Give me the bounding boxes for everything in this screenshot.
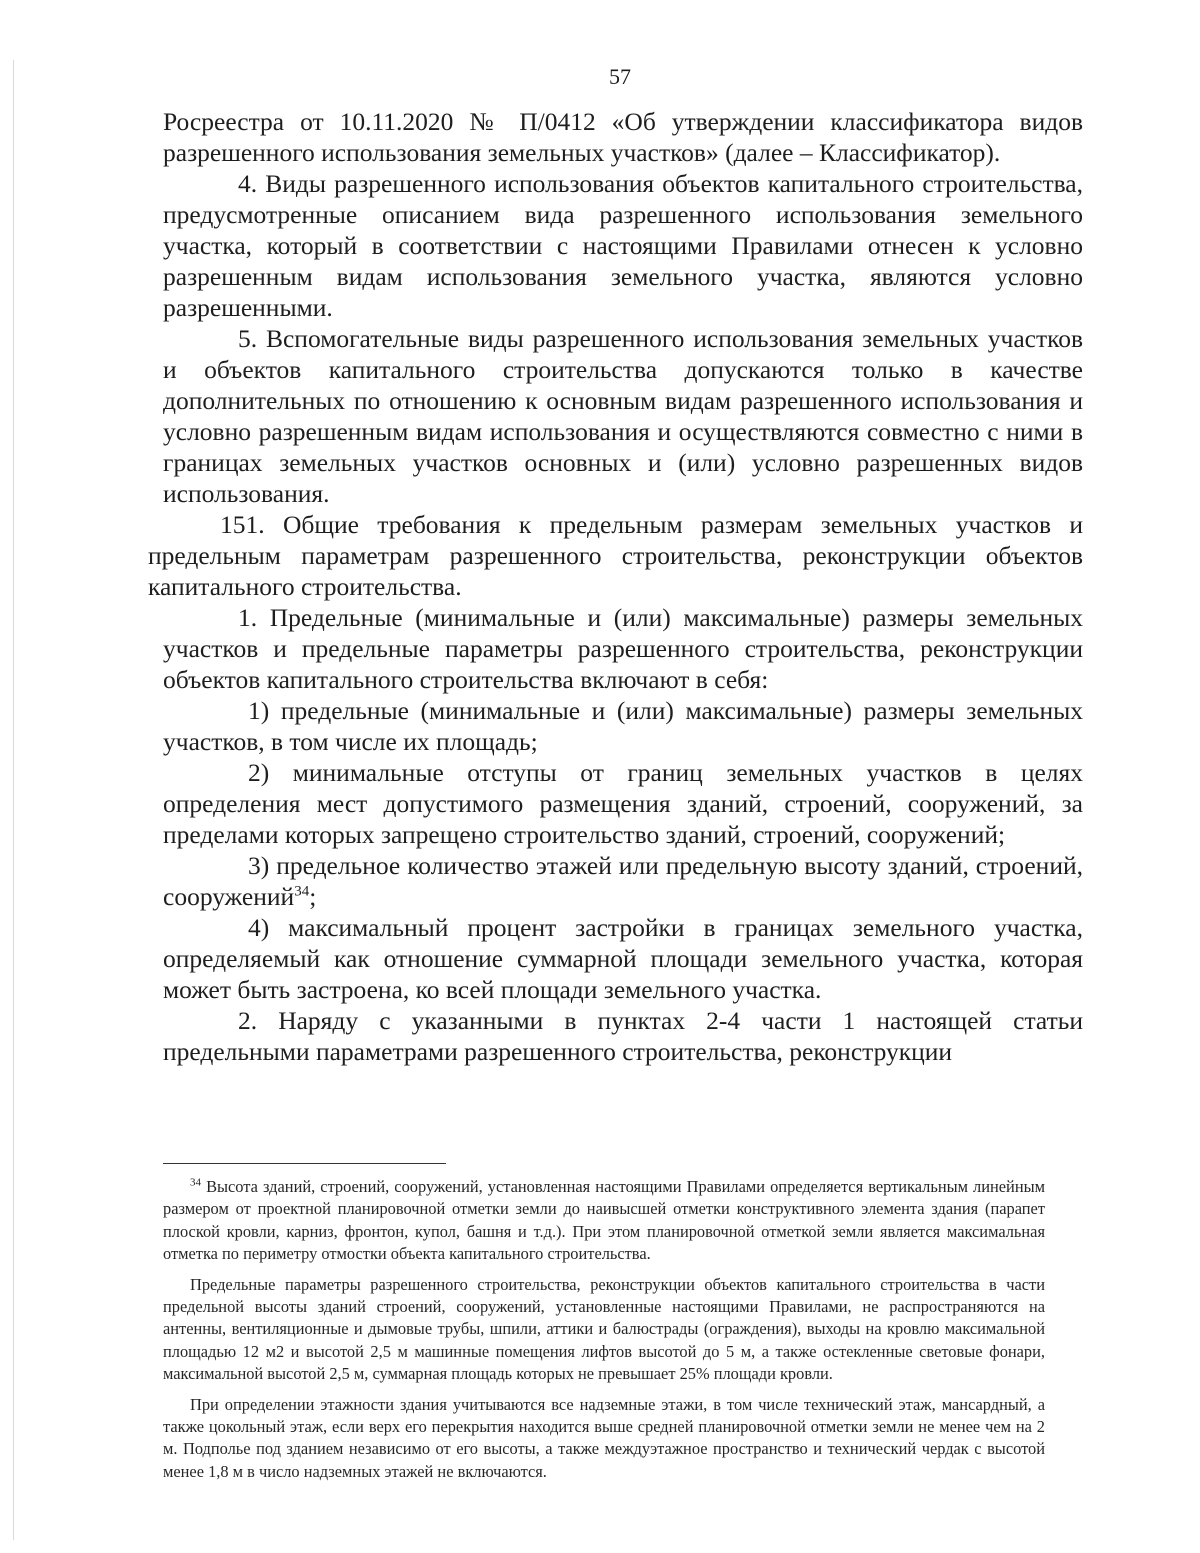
footnote-34-text: Высота зданий, строений, сооружений, установленная настоящими Правилами определяется вертикальным линейным размером от проектной планировочной отметки земли до наивысшей отметки конструктивного элемента здания (парапет плоской кровли, карниз, фронтон, купол, башня и т.д.). При этом планировочной отметкой земли является максимальная отметка по периметру отмостки объекта капитального строительства. [163,1177,1045,1264]
list-item-1: 1) предельные (минимальные и (или) максимальные) размеры земельных участков, в том числе их площадь; [163,696,1083,756]
footnote-marker: 34 [190,1176,201,1189]
list-item-3-text: 3) предельное количество этажей или предельную высоту зданий, строений, сооружений [163,851,1083,911]
page-number: 57 [609,64,631,89]
footnote-paragraph-height-limits: Предельные параметры разрешенного строительства, реконструкции объектов капитального строительства в части предельной высоты зданий строений, сооружений, установленные настоящими Правилами, не распространяются на антенны, вентиляционные и дымовые трубы, шпили, аттики и балюстрады (ограждения), выходы на кровлю максимальной площадью 12 м2 и высотой 2,5 м машинные помещения лифтов высотой до 5 м, а также остекленные световые фонари, максимальной высотой 2,5 м, суммарная площадь которых не превышает 25% площади кровли. [163,1274,1045,1384]
article-151-heading: 151. Общие требования к предельным размерам земельных участков и предельным параметрам разрешенного строительства, реконструкции объектов капитального строительства. [148,510,1083,601]
scan-edge-line [13,60,14,1540]
footnote-paragraph-storeys: При определении этажности здания учитываются все надземные этажи, в том числе технический этаж, мансардный, а также цокольный этаж, если верх его перекрытия находится выше средней планировочной отметки земли не менее чем на 2 м. Подполье под зданием независимо от его высоты, а также междуэтажное пространство и технический чердак с высотой менее 1,8 м в число надземных этажей не включаются. [163,1394,1045,1481]
paragraph-part-2: 2. Наряду с указанными в пунктах 2-4 части 1 настоящей статьи предельными параметрами разрешенного строительства, реконструкции [163,1006,1083,1066]
list-item-3 [163,850,1083,912]
list-item-4: 4) максимальный процент застройки в границах земельного участка, определяемый как отношение суммарной площади земельного участка, которая может быть застроена, ко всей площади земельного участка. [163,913,1083,1004]
footnotes [163,1176,1045,1491]
footnote-reference[interactable]: 34 [294,883,310,900]
paragraph-part-1: 1. Предельные (минимальные и (или) максимальные) размеры земельных участков и предельные параметры разрешенного строительства, реконструкции объектов капитального строительства включают в себя: [163,603,1083,694]
main-text [148,106,1083,1067]
list-item-3-tail: ; [309,882,317,911]
paragraph-rosreestr: Росреестра от 10.11.2020 № П/0412 «Об утверждении классификатора видов разрешенного использования земельных участков» (далее – Классификатор). [163,107,1083,167]
footnote-separator [163,1163,446,1164]
list-item-2: 2) минимальные отступы от границ земельных участков в целях определения мест допустимого размещения зданий, строений, сооружений, за пределами которых запрещено строительство зданий, строений, сооружений; [163,758,1083,849]
paragraph-item-5: 5. Вспомогательные виды разрешенного использования земельных участков и объектов капитального строительства допускаются только в качестве дополнительных по отношению к основным видам разрешенного использования и условно разрешенным видам использования и осуществляются совместно с ними в границах земельных участков основных и (или) условно разрешенных видов использования. [163,324,1083,508]
paragraph-item-4: 4. Виды разрешенного использования объектов капитального строительства, предусмотренные описанием вида разрешенного использования земельного участка, который в соответствии с настоящими Правилами отнесен к условно разрешенным видам использования земельного участка, являются условно разрешенными. [163,169,1083,322]
footnote-34 [163,1176,1045,1266]
